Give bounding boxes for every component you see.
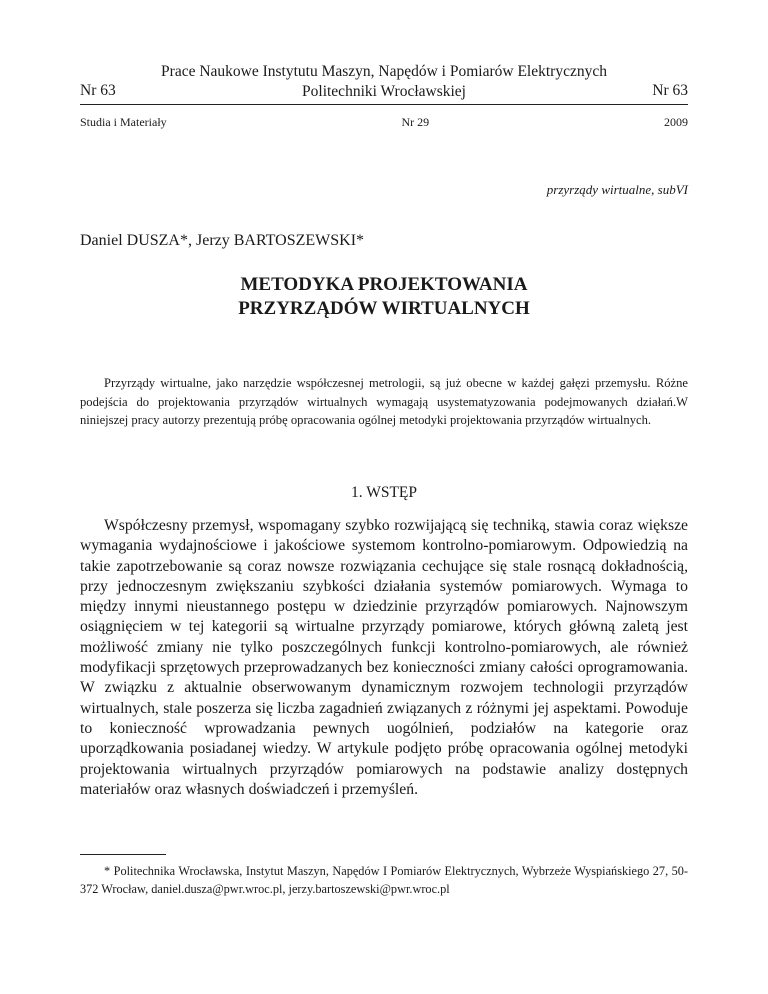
body-paragraph: Współczesny przemysł, wspomagany szybko rozwijającą się techniką, stawia coraz większe wymagania wydajnościowe i jakościowe systemom kontrolno-pomiarowym. Odpowiedzią na takie zapotrzebowanie są coraz nowsze rozwiązania cechujące się stale rosnącą dokładnością, przy jednoczesnym zwiększaniu szybkości działania systemów pomiarowych. Wymaga to między innymi nieustannego postępu w dziedzinie przyrządów pomiarowych. Najnowszym osiągnięciem w tej kategorii są wirtualne przyrządy pomiarowe, których główną zaletą jest możliwość zmiany nie tylko poszczególnych funkcji kontrolno-pomiarowych, ale również modyfikacji sprzętowych przeprowadzanych bez konieczności zmiany całości oprogramowania. W związku z aktualnie obserwowanym dynamicznym rozwojem technologii przyrządów wirtualnych, stale poszerza się liczba zagadnień związanych z różnymi jej aspektami. Powoduje to konieczność wprowadzania pewnych uogólnień, podziałów na kategorie oraz uporządkowania posiadanej wiedzy. W artykule podjęto próbę opracowania ogólnej metodyki projektowania wirtualnych przyrządów pomiarowych na podstawie analizy dostępnych materiałów oraz własnych doświadczeń i przemyśleń. [80, 517, 688, 798]
body-text [80, 516, 688, 800]
issue-label: Nr 29 [401, 115, 430, 129]
issue-number-right: Nr 63 [652, 82, 688, 99]
header-divider [80, 104, 688, 105]
authors: Daniel DUSZA*, Jerzy BARTOSZEWSKI* [80, 232, 365, 249]
publication-meta-row [80, 115, 688, 130]
subseries-label: Studia i Materiały [80, 115, 167, 129]
section-heading: 1. WSTĘP [350, 484, 418, 501]
year-label: 2009 [663, 115, 688, 129]
paper-title-line1: METODYKA PROJEKTOWANIA [240, 274, 528, 295]
footnote-divider [80, 854, 166, 855]
journal-series-title [80, 62, 688, 102]
paper-title [80, 273, 688, 321]
abstract-text: Przyrządy wirtualne, jako narzędzie współczesnej metrologii, są już obecne w każdej gałęzi przemysłu. Różne podejścia do projektowania przyrządów wirtualnych wymagają usystematyzowania podejmowanych działań.W niniejszej pracy autorzy prezentują próbę opracowania ogólnej metodyki projektowania przyrządów wirtualnych. [80, 376, 688, 427]
footnote-text: * Politechnika Wrocławska, Instytut Maszyn, Napędów I Pomiarów Elektrycznych, Wybrzeże Wyspiańskiego 27, 50-372 Wrocław, daniel.dusza@pwr.wroc.pl, jerzy.bartoszewski@pwr.wroc.pl [80, 864, 688, 896]
paper-title-line2: PRZYRZĄDÓW WIRTUALNYCH [238, 298, 530, 319]
issue-number-left: Nr 63 [80, 82, 116, 99]
journal-series-line1: Prace Naukowe Instytutu Maszyn, Napędów i Pomiarów Elektrycznych [161, 63, 607, 80]
keywords: przyrządy wirtualne, subVI [546, 182, 688, 197]
footnote [80, 862, 688, 898]
journal-series-line2: Politechniki Wrocławskiej [302, 83, 466, 100]
abstract [80, 374, 688, 430]
